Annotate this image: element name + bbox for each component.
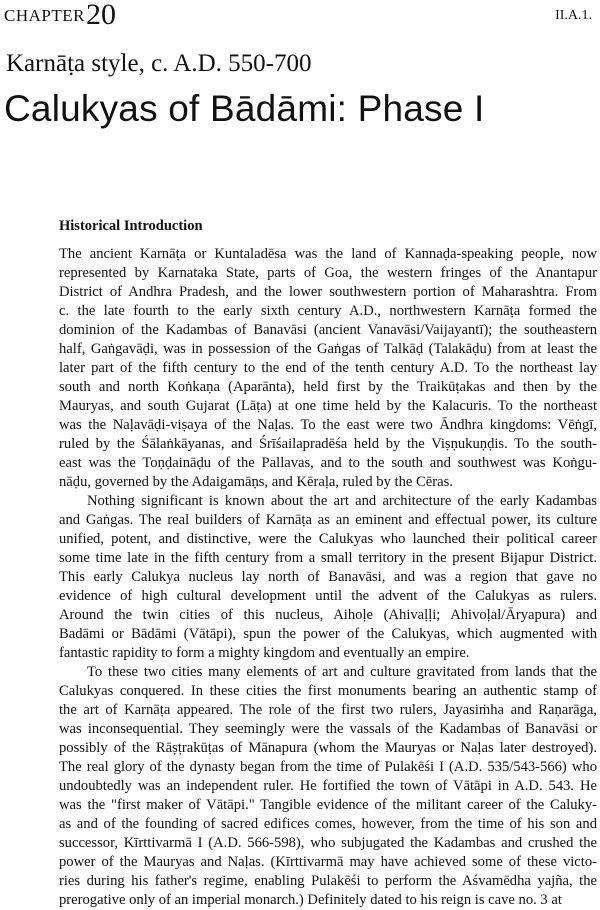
text-line: ries during his father's regime, enabling Pulakēśi to perform the Aśvamēdha yajña, the [59, 873, 597, 889]
text-line: nāḍu, governed by the Adaigamāṇs, and Kēraḷa, ruled by the Cēras. [59, 474, 453, 490]
text-line: This early Calukya nucleus lay north of Banavāsi, and was a region that gave no [59, 569, 597, 585]
text-line: To these two cities many elements of art and culture gravitated from lands that the [87, 664, 597, 680]
text-line: prerogative only of an imperial monarch.) Definitely dated to his reign is cave no. 3 at [59, 892, 562, 908]
text-line: Mauryas, and south Gujarat (Lāṭa) at one time held by the Kalacuris. To the northeast [59, 398, 597, 414]
text-line: Badāmi or Bādāmi (Vātāpi), spun the power of the Calukyas, which augmented with [59, 626, 597, 642]
text-line: District of Andhra Pradesh, and the lower southwestern portion of Maharashtra. From [59, 284, 597, 300]
text-line: Nothing significant is known about the art and architecture of the early Kadambas [87, 493, 597, 509]
text-line: some time late in the fifth century from a small territory in the present Bijapur District. [59, 550, 597, 566]
text-line: evidence of high cultural development until the advent of the Calukyas as rulers. [59, 588, 597, 604]
text-line: power of the Mauryas and Naḷas. (Kīrttivarmā may have achieved some of these victo- [59, 854, 597, 870]
chapter-label: CHAPTER [4, 6, 85, 25]
chapter-number: 20 [86, 0, 116, 31]
section-reference: II.A.1. [555, 8, 592, 23]
text-line: The ancient Karnāṭa or Kuntaladēsa was the land of Kannaḍa-speaking people, now [59, 246, 597, 262]
page-header [4, 0, 594, 32]
chapter-subtitle: Karnāṭa style, c. A.D. 550-700 [6, 50, 312, 77]
text-line: dominion of the Kadambas of Banavāsi (ancient Vanavāsi/Vaijayantī); the southeastern [59, 322, 597, 338]
text-line: c. the late fourth to the early sixth century A.D., northwestern Karnāṭa formed the [59, 303, 597, 319]
text-line: east was the Toṇḍaināḍu of the Pallavas, and to the south and southwest was Koṅgu- [59, 455, 597, 471]
text-line: Calukyas conquered. In these cities the first monuments bearing an authentic stamp of [59, 683, 597, 699]
section-heading: Historical Introduction [59, 218, 203, 234]
text-line: unified, potent, and distinctive, were the Calukyas who launched their political career [59, 531, 597, 547]
chapter-title: Calukyas of Bādāmi: Phase I [4, 88, 485, 129]
text-line: was the "first maker of Vātāpi." Tangible evidence of the militant career of the Caluky- [59, 797, 597, 813]
text-line: south and north Koṅkaṇa (Aparānta), held first by the Traikūṭakas and then by the [59, 379, 597, 395]
text-line: half, Gaṅgavāḍi, was in possession of the Gaṅgas of Talkāḍ (Talakāḍu) from at least the [59, 341, 597, 357]
text-line: ruled by the Śālaṅkāyanas, and Śrīśailapradēśa held by the Viṣṇukuṇḍis. To the south- [59, 436, 597, 452]
text-line: undoubtedly was an independent ruler. He fortified the town of Vātāpi in A.D. 543. He [59, 778, 597, 794]
body-text [59, 245, 597, 910]
text-line: later part of the fifth century to the end of the tenth century A.D. To the northeast lay [59, 360, 597, 376]
text-line: and Gaṅgas. The real builders of Karnāṭa as an eminent and effectual power, its culture [59, 512, 597, 528]
text-line: as and of the founding of sacred edifices comes, however, from the time of his son and [59, 816, 597, 832]
text-line: possibly of the Rāṣṭrakūṭas of Mānapura (whom the Mauryas or Naḷas later destroyed). [59, 740, 597, 756]
text-line: was the Naḷavāḍi-viṣaya of the Naḷas. To the east were two Āndhra kingdoms: Vēṅgī, [59, 417, 597, 433]
text-line: successor, Kīrttivarmā I (A.D. 566-598), who subjugated the Kadambas and crushed the [59, 835, 597, 851]
text-line: the art of Karnāṭa appeared. The role of the first two rulers, Jayasiṁha and Raṇarāga, [59, 702, 597, 718]
text-line: represented by Karnataka State, parts of Goa, the western fringes of the Anantapur [59, 265, 597, 281]
text-line: was inconsequential. They seemingly were the vassals of the Kadambas of Banavāsi or [59, 721, 597, 737]
text-line: fantastic rapidity to form a mighty kingdom and eventually an empire. [59, 645, 470, 661]
text-line: Around the twin cities of this nucleus, Aihoḷe (Ahivaḷḷi; Ahivoḷal/Āryapura) and [59, 607, 597, 623]
text-line: The real glory of the dynasty began from the time of Pulakēśi I (A.D. 535/543-566) who [59, 759, 597, 775]
